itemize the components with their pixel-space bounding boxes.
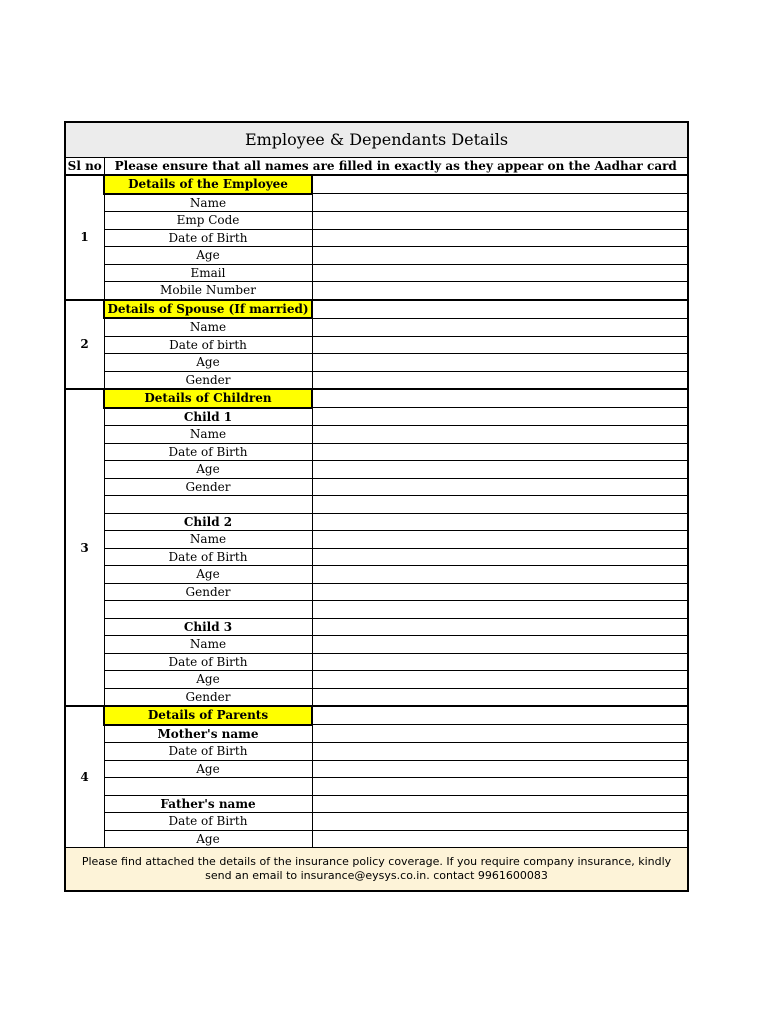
field-value-cell[interactable] [312, 513, 688, 531]
form-row [65, 653, 688, 671]
field-label: Email [104, 264, 312, 282]
section-heading: Details of Parents [104, 706, 312, 725]
field-value-cell[interactable] [312, 548, 688, 566]
field-value-cell[interactable] [312, 743, 688, 761]
field-label: Gender [104, 371, 312, 389]
field-value-cell[interactable] [312, 706, 688, 725]
field-value-cell[interactable] [312, 336, 688, 354]
field-value-cell[interactable] [312, 461, 688, 479]
form-row [65, 636, 688, 654]
form-row [65, 743, 688, 761]
form-row [65, 601, 688, 619]
field-label: Age [104, 830, 312, 848]
field-value-cell[interactable] [312, 247, 688, 265]
form-row [65, 300, 688, 319]
form-row [65, 795, 688, 813]
field-label: Date of Birth [104, 653, 312, 671]
field-value-cell[interactable] [312, 212, 688, 230]
field-label: Date of Birth [104, 229, 312, 247]
subsection-label: Father's name [104, 795, 312, 813]
form-row [65, 531, 688, 549]
form-row [65, 212, 688, 230]
field-label: Name [104, 531, 312, 549]
field-value-cell[interactable] [312, 688, 688, 706]
form-row [65, 671, 688, 689]
field-label [104, 601, 312, 619]
form-row [65, 264, 688, 282]
subsection-label: Child 2 [104, 513, 312, 531]
subsection-label: Mother's name [104, 725, 312, 743]
field-label: Name [104, 426, 312, 444]
field-label: Mobile Number [104, 282, 312, 300]
field-label: Name [104, 636, 312, 654]
field-value-cell[interactable] [312, 264, 688, 282]
serial-number: 3 [65, 389, 104, 706]
form-row [65, 760, 688, 778]
section-heading: Details of Children [104, 389, 312, 408]
field-value-cell[interactable] [312, 300, 688, 319]
form-row [65, 566, 688, 584]
form-row [65, 371, 688, 389]
subsection-label: Child 3 [104, 618, 312, 636]
form-row [65, 688, 688, 706]
field-label [104, 778, 312, 796]
field-value-cell[interactable] [312, 830, 688, 848]
field-value-cell[interactable] [312, 618, 688, 636]
form-row [65, 318, 688, 336]
field-value-cell[interactable] [312, 725, 688, 743]
serial-number: 4 [65, 706, 104, 848]
instruction-header: Please ensure that all names are filled in exactly as they appear on the Aadhar card [104, 158, 688, 176]
form-row [65, 618, 688, 636]
field-label: Gender [104, 583, 312, 601]
form-row [65, 496, 688, 514]
field-label: Emp Code [104, 212, 312, 230]
field-value-cell[interactable] [312, 653, 688, 671]
form-row [65, 194, 688, 212]
field-label: Gender [104, 478, 312, 496]
form-row [65, 247, 688, 265]
field-label: Name [104, 194, 312, 212]
form-row [65, 830, 688, 848]
form-row [65, 813, 688, 831]
field-value-cell[interactable] [312, 813, 688, 831]
field-value-cell[interactable] [312, 229, 688, 247]
employee-dependants-form [64, 121, 689, 892]
form-row [65, 478, 688, 496]
field-value-cell[interactable] [312, 354, 688, 372]
field-value-cell[interactable] [312, 282, 688, 300]
field-value-cell[interactable] [312, 531, 688, 549]
field-value-cell[interactable] [312, 371, 688, 389]
field-value-cell[interactable] [312, 478, 688, 496]
field-value-cell[interactable] [312, 671, 688, 689]
field-value-cell[interactable] [312, 175, 688, 194]
field-label: Age [104, 760, 312, 778]
form-row [65, 175, 688, 194]
field-label: Date of Birth [104, 548, 312, 566]
form-row [65, 548, 688, 566]
form-row [65, 408, 688, 426]
field-label: Gender [104, 688, 312, 706]
field-value-cell[interactable] [312, 194, 688, 212]
form-row [65, 778, 688, 796]
form-row [65, 461, 688, 479]
field-value-cell[interactable] [312, 408, 688, 426]
field-value-cell[interactable] [312, 426, 688, 444]
form-row [65, 389, 688, 408]
field-value-cell[interactable] [312, 636, 688, 654]
field-label: Date of Birth [104, 813, 312, 831]
field-label: Age [104, 461, 312, 479]
field-value-cell[interactable] [312, 566, 688, 584]
field-value-cell[interactable] [312, 601, 688, 619]
form-title: Employee & Dependants Details [65, 122, 688, 158]
form-row [65, 282, 688, 300]
field-label: Date of Birth [104, 443, 312, 461]
form-row [65, 229, 688, 247]
subsection-label: Child 1 [104, 408, 312, 426]
field-value-cell[interactable] [312, 443, 688, 461]
field-value-cell[interactable] [312, 760, 688, 778]
field-label: Age [104, 354, 312, 372]
field-label: Date of Birth [104, 743, 312, 761]
section-heading: Details of the Employee [104, 175, 312, 194]
field-value-cell[interactable] [312, 318, 688, 336]
field-label: Date of birth [104, 336, 312, 354]
field-value-cell[interactable] [312, 389, 688, 408]
field-label: Age [104, 671, 312, 689]
field-value-cell[interactable] [312, 496, 688, 514]
field-label: Age [104, 566, 312, 584]
form-row [65, 513, 688, 531]
section-heading: Details of Spouse (If married) [104, 300, 312, 319]
form-row [65, 725, 688, 743]
field-value-cell[interactable] [312, 795, 688, 813]
field-value-cell[interactable] [312, 778, 688, 796]
slno-header: Sl no [65, 158, 104, 176]
footer-row [65, 848, 688, 892]
form-row [65, 336, 688, 354]
form-row [65, 706, 688, 725]
field-label [104, 496, 312, 514]
field-label: Age [104, 247, 312, 265]
field-label: Name [104, 318, 312, 336]
field-value-cell[interactable] [312, 583, 688, 601]
form-row [65, 426, 688, 444]
form-row [65, 354, 688, 372]
footer-note: Please find attached the details of the insurance policy coverage. If you require company insurance, kindly send an email to insurance@eysys.co.in. contact 9961600083 [65, 848, 688, 892]
form-row [65, 443, 688, 461]
form-row [65, 583, 688, 601]
serial-number: 2 [65, 300, 104, 390]
serial-number: 1 [65, 175, 104, 300]
